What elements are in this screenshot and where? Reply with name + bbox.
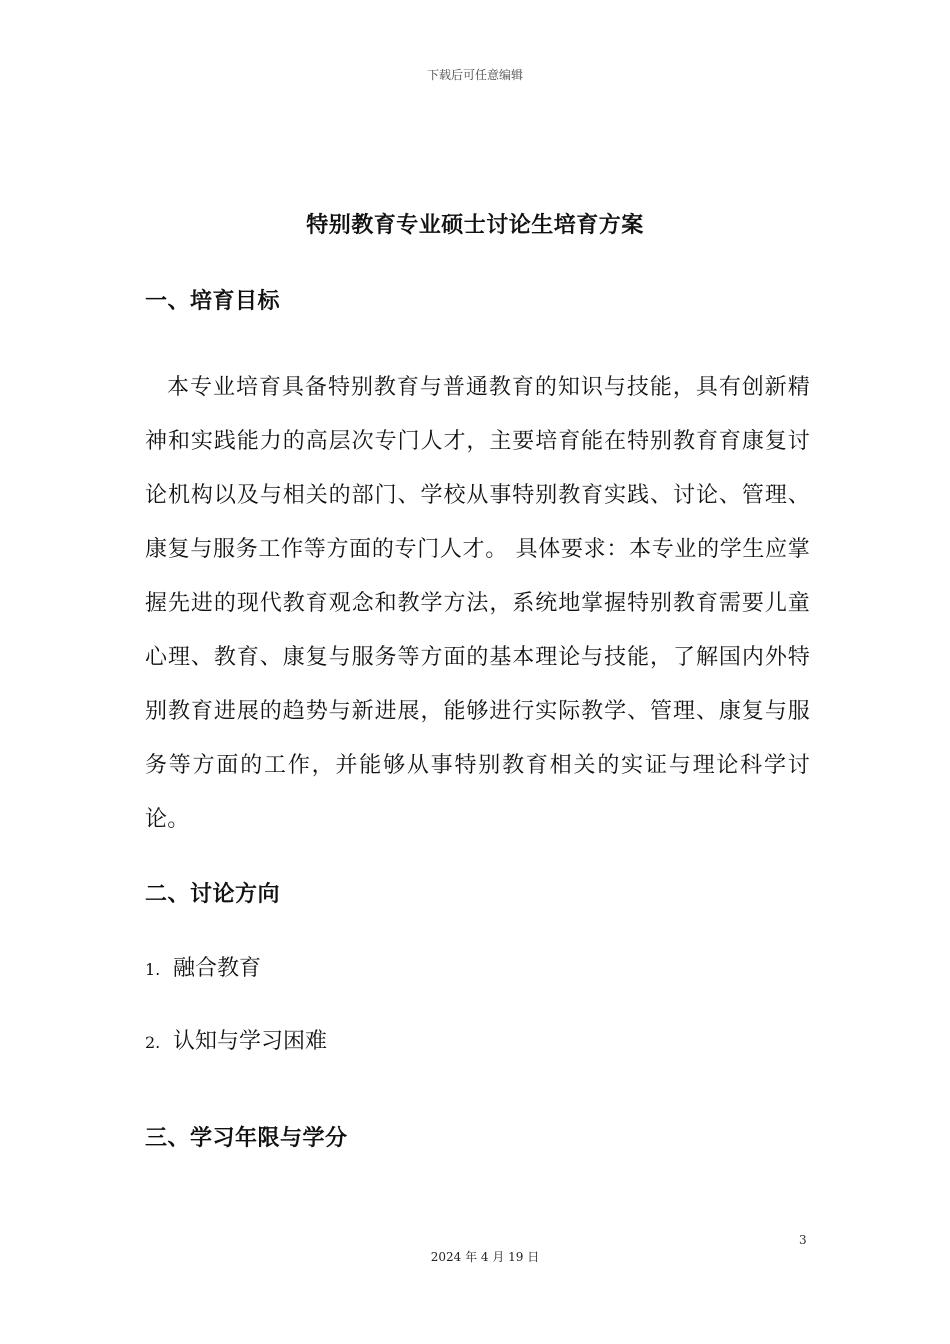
list-item-number: 2. (145, 1033, 161, 1052)
footer-date: 2024 年 4 月 19 日 (430, 1250, 540, 1264)
list-item (145, 1024, 327, 1055)
page-number: 3 (799, 1233, 807, 1247)
list-item-text: 融合教育 (173, 956, 262, 981)
training-goals-paragraph: 本专业培育具备特别教育与普通教育的知识与技能，具有创新精神和实践能力的高层次专门人才，主要培育能在特别教育育康复讨论机构以及与相关的部门、学校从事特别教育实践、讨论、管理、康复与服务工作等方面的专门人才。 具体要求：本专业的学生应掌握先进的现代教育观念和教学方法，系统地掌握特别教育需要儿童心理、教育、康复与服务等方面的基本理论与技能，了解国内外特别教育进展的趋势与新进展，能够进行实际教学、管理、康复与服务等方面的工作，并能够从事特别教育相关的实证与理论科学讨论。 (145, 375, 810, 832)
list-item-text: 认知与学习困难 (173, 1029, 328, 1054)
header-note: 下载后可任意编辑 (426, 68, 523, 82)
document-title: 特别教育专业硕士讨论生培育方案 (306, 213, 644, 238)
list-item (145, 951, 261, 982)
list-item-number: 1. (145, 960, 161, 979)
section-heading-study-duration-credits: 三、学习年限与学分 (145, 1126, 348, 1151)
section-heading-research-directions: 二、讨论方向 (145, 882, 281, 907)
section-heading-training-goals: 一、培育目标 (145, 289, 281, 314)
